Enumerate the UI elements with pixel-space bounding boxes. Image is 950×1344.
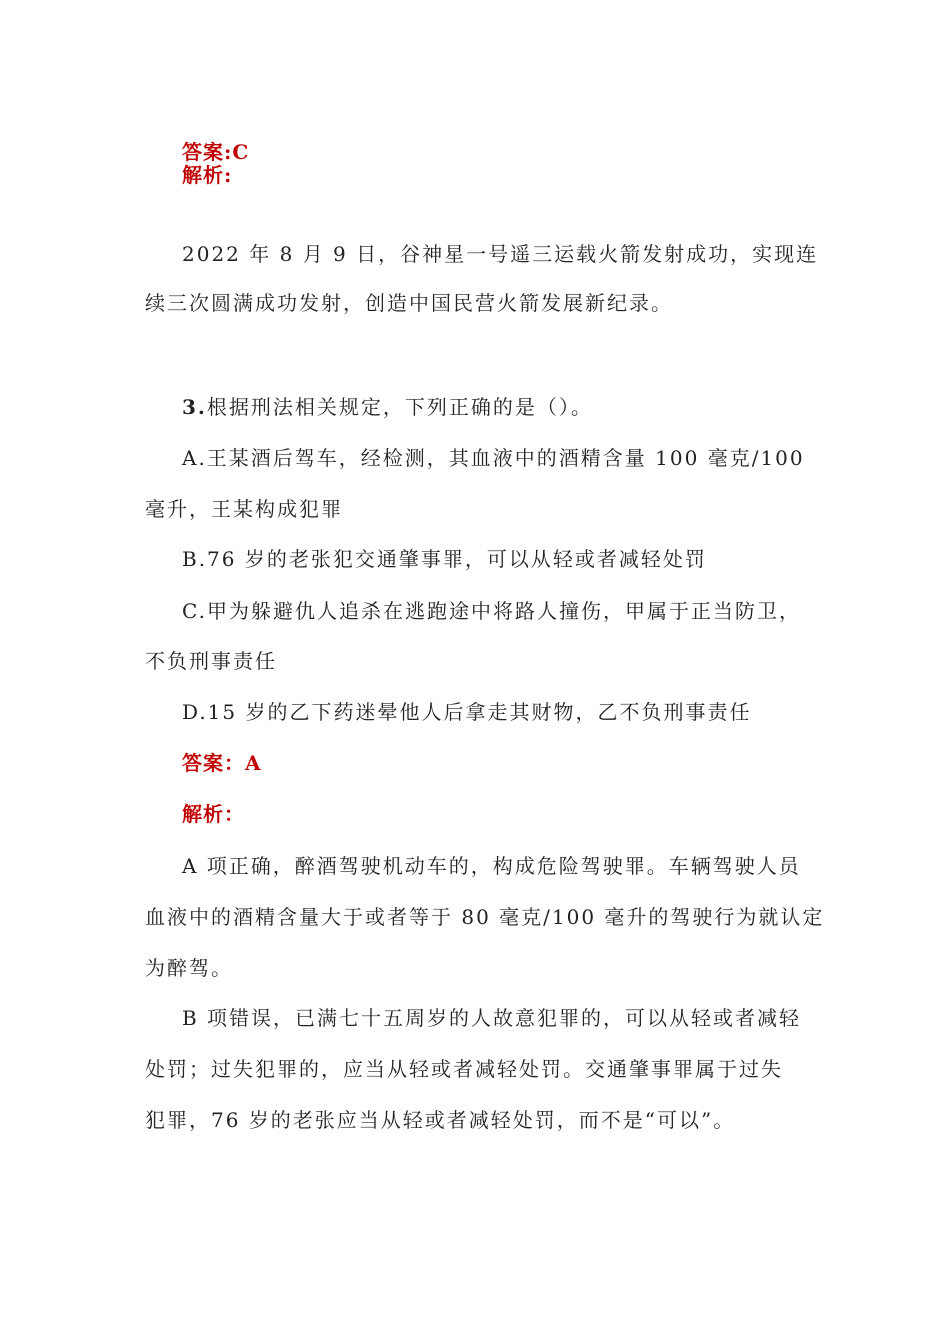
analysis-label-3: 解析： [182,802,245,826]
option-a-line-1: A.王某酒后驾车，经检测，其血液中的酒精含量 100 毫克/100 [182,446,805,470]
answer-label-1: 答案:C [182,140,250,164]
option-c-line-1: C.甲为躲避仇人追杀在逃跑途中将路人撞伤，甲属于正当防卫， [182,599,801,623]
analysis-label-1: 解析: [182,163,233,187]
question-3-stem [182,394,852,420]
option-b: B.76 岁的老张犯交通肇事罪，可以从轻或者减轻处罚 [182,547,707,571]
analysis-b-line-1: B 项错误，已满七十五周岁的人故意犯罪的，可以从轻或者减轻 [182,1006,802,1030]
analysis-a-line-2: 血液中的酒精含量大于或者等于 80 毫克/100 毫升的驾驶行为就认定 [145,905,825,929]
question-number: 3. [182,395,207,419]
option-d: D.15 岁的乙下药迷晕他人后拿走其财物，乙不负刑事责任 [182,700,752,724]
question-stem-text: 根据刑法相关规定，下列正确的是（）。 [206,395,593,419]
analysis-b-line-2: 处罚；过失犯罪的，应当从轻或者减轻处罚。交通肇事罪属于过失 [145,1057,783,1081]
answer-label-3: 答案：A [182,751,262,775]
option-c-line-2: 不负刑事责任 [145,649,277,673]
option-a-line-2: 毫升，王某构成犯罪 [145,497,343,521]
analysis-b-line-3: 犯罪，76 岁的老张应当从轻或者减轻处罚，而不是“可以”。 [145,1108,736,1132]
analysis-text-1-line-1: 2022 年 8 月 9 日，谷神星一号遥三运载火箭发射成功，实现连 [182,242,819,266]
analysis-text-1-line-2: 续三次圆满成功发射，创造中国民营火箭发展新纪录。 [145,291,673,315]
analysis-a-line-3: 为醉驾。 [145,956,233,980]
analysis-a-line-1: A 项正确，醉酒驾驶机动车的，构成危险驾驶罪。车辆驾驶人员 [182,854,801,878]
